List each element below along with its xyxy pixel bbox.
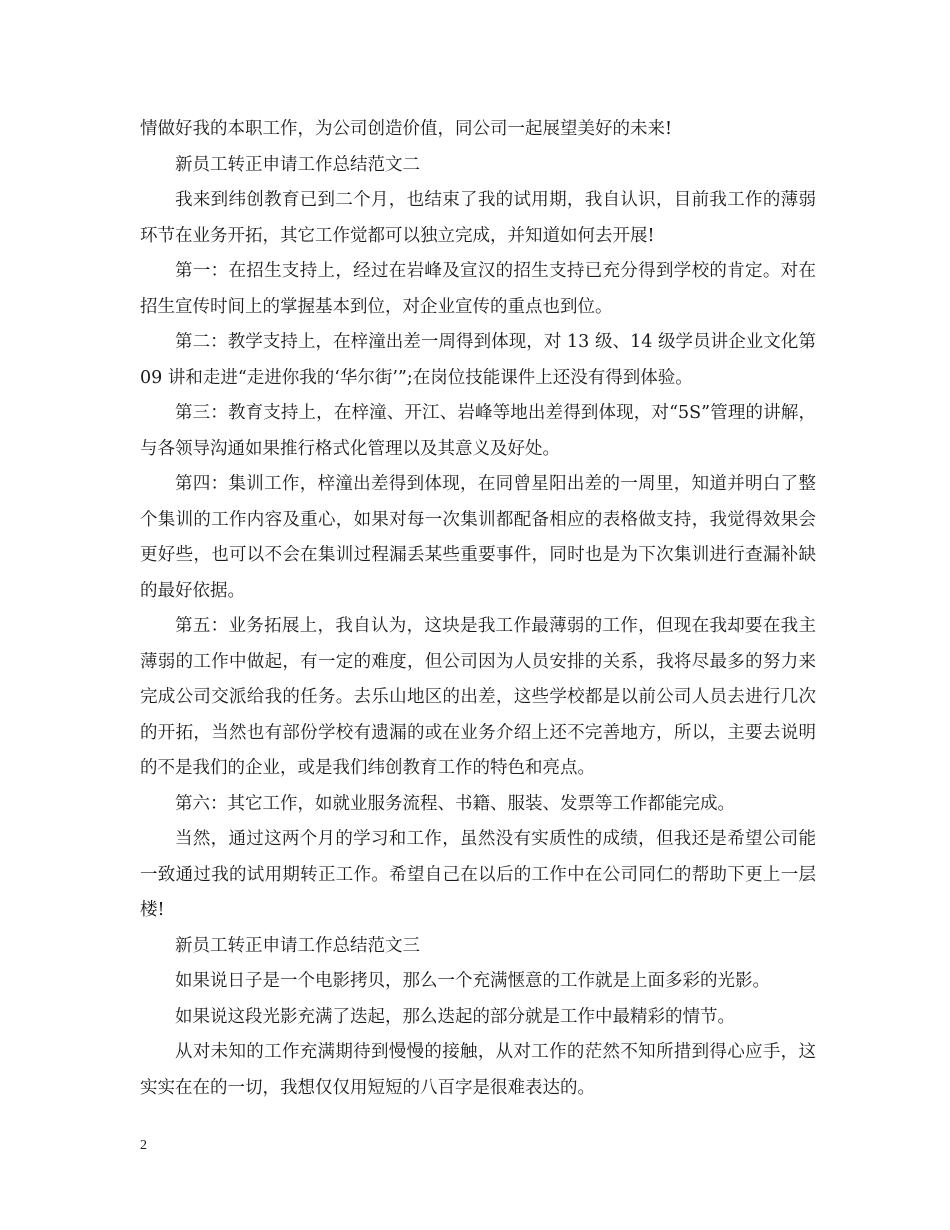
paragraph-sixth: 第六：其它工作，如就业服务流程、书籍、服装、发票等工作都能完成。 bbox=[175, 793, 735, 814]
paragraph-conclusion: 当然，通过这两个月的学习和工作，虽然没有实质性的成绩，但我还是希望公司能一致通过我的试用期转正工作。希望自己在以后的工作中在公司同仁的帮助下更上一层楼! bbox=[140, 829, 816, 920]
paragraph-first: 第一：在招生支持上，经过在岩峰及宣汉的招生支持已充分得到学校的肯定。对在招生宣传时间上的掌握基本到位，对企业宣传的重点也到位。 bbox=[140, 261, 816, 317]
section-heading-two: 新员工转正申请工作总结范文二 bbox=[175, 154, 420, 175]
page-number: 2 bbox=[140, 1138, 147, 1153]
document-body bbox=[140, 112, 816, 1106]
paragraph-highlights: 如果说这段光影充满了迭起，那么迭起的部分就是工作中最精彩的情节。 bbox=[175, 1006, 735, 1027]
paragraph-fifth: 第五：业务拓展上，我自认为，这块是我工作最薄弱的工作，但现在我却要在我主薄弱的工作中做起，有一定的难度，但公司因为人员安排的关系，我将尽最多的努力来完成公司交派给我的任务。去乐山地区的出差，这些学校都是以前公司人员去进行几次的开拓，当然也有部份学校有遗漏的或在业务介绍上还不完善地方，所以，主要去说明的不是我们的企业，或是我们纬创教育工作的特色和亮点。 bbox=[140, 616, 816, 778]
section-heading-three: 新员工转正申请工作总结范文三 bbox=[175, 935, 420, 956]
paragraph-intro: 我来到纬创教育已到二个月，也结束了我的试用期，我自认识，目前我工作的薄弱环节在业务开拓，其它工作觉都可以独立完成，并知道如何去开展! bbox=[140, 190, 816, 246]
paragraph-fourth: 第四：集训工作，梓潼出差得到体现，在同曾星阳出差的一周里，知道并明白了整个集训的工作内容及重心，如果对每一次集训都配备相应的表格做支持，我觉得效果会更好些，也可以不会在集训过程漏丢某些重要事件，同时也是为下次集训进行查漏补缺的最好依据。 bbox=[140, 474, 816, 601]
paragraph-expectation: 从对未知的工作充满期待到慢慢的接触，从对工作的茫然不知所措到得心应手，这实实在在的一切，我想仅仅用短短的八百字是很难表达的。 bbox=[140, 1042, 816, 1098]
paragraph-third: 第三：教育支持上，在梓潼、开江、岩峰等地出差得到体现，对“5S”管理的讲解，与各领导沟通如果推行格式化管理以及其意义及好处。 bbox=[140, 403, 816, 459]
paragraph-film-metaphor: 如果说日子是一个电影拷贝，那么一个充满惬意的工作就是上面多彩的光影。 bbox=[175, 971, 770, 991]
paragraph-continuation: 情做好我的本职工作，为公司创造价值，同公司一起展望美好的未来! bbox=[140, 119, 673, 139]
paragraph-second: 第二：教学支持上，在梓潼出差一周得到体现，对 13 级、14 级学员讲企业文化第 09 讲和走进“走进你我的‘华尔街’”;在岗位技能课件上还没有得到体验。 bbox=[140, 332, 816, 388]
